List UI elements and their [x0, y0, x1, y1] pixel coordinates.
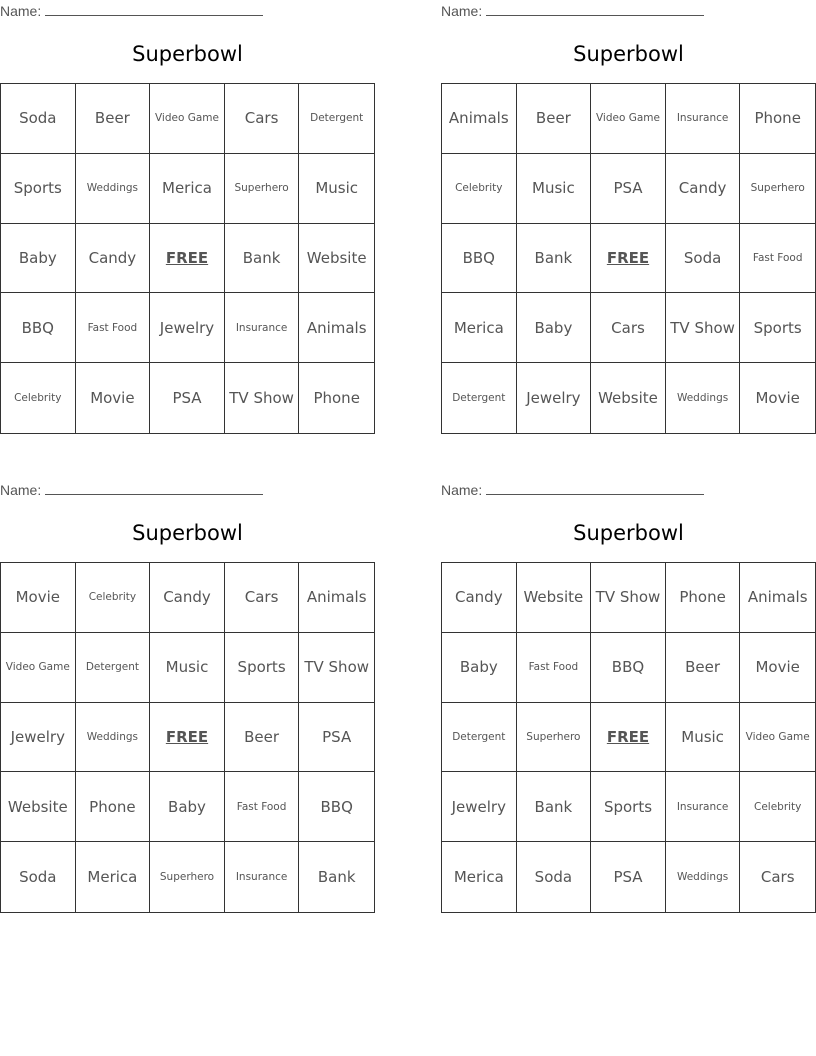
bingo-cell[interactable]: Bank	[517, 224, 592, 294]
bingo-cell[interactable]: Music	[666, 703, 741, 773]
bingo-cell[interactable]: Website	[517, 563, 592, 633]
bingo-cell[interactable]: Insurance	[225, 293, 300, 363]
bingo-cell[interactable]: Animals	[299, 293, 374, 363]
bingo-cell[interactable]: Bank	[317, 868, 356, 887]
bingo-cell[interactable]: Jewelry	[442, 772, 517, 842]
bingo-cell[interactable]: Weddings	[666, 363, 741, 433]
bingo-cell[interactable]: BBQ	[591, 633, 666, 703]
bingo-cell[interactable]: Video Game	[591, 84, 666, 154]
bingo-card-1	[0, 0, 375, 435]
bingo-cell[interactable]: Cars	[225, 84, 300, 154]
card-title: Superbowl	[132, 42, 243, 66]
name-label: Name:	[0, 3, 42, 19]
bingo-cell[interactable]: Detergent	[442, 363, 517, 433]
bingo-cell[interactable]: Soda	[1, 842, 76, 912]
bingo-cell[interactable]: Jewelry	[1, 703, 76, 773]
bingo-cell[interactable]: Soda	[517, 842, 592, 912]
bingo-cell[interactable]: Sports	[591, 772, 666, 842]
bingo-cell[interactable]: TV Show	[299, 633, 374, 703]
bingo-cell[interactable]: Weddings	[666, 842, 741, 912]
bingo-cell[interactable]: Merica	[442, 293, 517, 363]
bingo-cell[interactable]: Beer	[517, 84, 592, 154]
bingo-cell[interactable]: Movie	[1, 563, 76, 633]
name-blank-line[interactable]	[45, 2, 263, 16]
bingo-cell[interactable]: Celebrity	[442, 154, 517, 224]
bingo-card-3	[0, 479, 375, 914]
bingo-grid	[0, 83, 375, 434]
bingo-card-2	[441, 0, 816, 435]
name-blank-line[interactable]	[45, 481, 263, 495]
name-field	[441, 2, 704, 19]
bingo-cell[interactable]: Phone	[76, 772, 151, 842]
bingo-cell[interactable]: Beer	[76, 84, 151, 154]
bingo-cell[interactable]: Merica	[442, 842, 517, 912]
bingo-cell[interactable]: Candy	[666, 154, 741, 224]
bingo-cell[interactable]: Superhero	[740, 154, 815, 224]
bingo-cell[interactable]: Video Game	[150, 84, 225, 154]
bingo-cell[interactable]: Insurance	[225, 842, 300, 912]
bingo-cell[interactable]: Phone	[313, 389, 360, 408]
bingo-cell[interactable]: Video Game	[740, 703, 815, 773]
bingo-cell[interactable]: TV Show	[666, 293, 741, 363]
bingo-cell[interactable]: Fast Food	[76, 293, 151, 363]
bingo-cell[interactable]: Merica	[76, 842, 151, 912]
name-field	[0, 481, 263, 498]
name-blank-line[interactable]	[486, 2, 704, 16]
bingo-cell[interactable]: Celebrity	[740, 772, 815, 842]
bingo-cell[interactable]: BBQ	[1, 293, 76, 363]
bingo-cell[interactable]: Detergent	[442, 703, 517, 773]
bingo-cell[interactable]: Weddings	[76, 154, 151, 224]
bingo-cell[interactable]: Soda	[1, 84, 76, 154]
bingo-cell[interactable]: Celebrity	[1, 363, 76, 433]
bingo-cell[interactable]: PSA	[150, 363, 225, 433]
bingo-cell[interactable]: Detergent	[299, 84, 374, 154]
name-blank-line[interactable]	[486, 481, 704, 495]
bingo-cell[interactable]: Cars	[225, 563, 300, 633]
bingo-cell[interactable]: Music	[299, 154, 374, 224]
bingo-cell[interactable]: Merica	[150, 154, 225, 224]
bingo-grid	[441, 562, 816, 913]
bingo-cell[interactable]: Superhero	[517, 703, 592, 773]
bingo-cell[interactable]: Cars	[760, 868, 795, 887]
name-label: Name:	[441, 482, 483, 498]
name-label: Name:	[441, 3, 483, 19]
bingo-cell[interactable]: Fast Food	[740, 224, 815, 294]
bingo-cell[interactable]: Animals	[442, 84, 517, 154]
free-space-cell[interactable]: FREE	[150, 224, 225, 294]
bingo-cell[interactable]: Superhero	[150, 842, 225, 912]
bingo-cell[interactable]: Music	[517, 154, 592, 224]
bingo-cell[interactable]: Insurance	[666, 772, 741, 842]
bingo-cell[interactable]: Bank	[517, 772, 592, 842]
bingo-cell[interactable]: Sports	[1, 154, 76, 224]
bingo-cell[interactable]: TV Show	[591, 563, 666, 633]
bingo-cell[interactable]: TV Show	[225, 363, 300, 433]
card-title: Superbowl	[573, 42, 684, 66]
bingo-cell[interactable]: Weddings	[76, 703, 151, 773]
bingo-cell[interactable]: Beer	[666, 633, 741, 703]
bingo-cell[interactable]: Celebrity	[76, 563, 151, 633]
free-space-cell[interactable]: FREE	[150, 703, 225, 773]
bingo-cell[interactable]: Phone	[666, 563, 741, 633]
bingo-cell[interactable]: Bank	[225, 224, 300, 294]
bingo-cell[interactable]: PSA	[591, 842, 666, 912]
bingo-cell[interactable]: Music	[150, 633, 225, 703]
bingo-cell[interactable]: Animals	[299, 563, 374, 633]
bingo-cell[interactable]: Movie	[755, 389, 800, 408]
bingo-cell[interactable]: Website	[1, 772, 76, 842]
card-title: Superbowl	[132, 521, 243, 545]
bingo-cell[interactable]: Baby	[150, 772, 225, 842]
bingo-cell[interactable]: Fast Food	[225, 772, 300, 842]
bingo-cell[interactable]: Detergent	[76, 633, 151, 703]
bingo-cell[interactable]: Video Game	[1, 633, 76, 703]
bingo-cell[interactable]: Baby	[517, 293, 592, 363]
bingo-cell[interactable]: Candy	[442, 563, 517, 633]
bingo-cell[interactable]: BBQ	[442, 224, 517, 294]
bingo-cell[interactable]: PSA	[299, 703, 374, 773]
bingo-cell[interactable]: BBQ	[299, 772, 374, 842]
bingo-cell[interactable]: Candy	[76, 224, 151, 294]
bingo-cell[interactable]: Phone	[740, 84, 815, 154]
bingo-cell[interactable]: Website	[299, 224, 374, 294]
bingo-cell[interactable]: Baby	[442, 633, 517, 703]
bingo-cell[interactable]: Jewelry	[517, 363, 592, 433]
bingo-cell[interactable]: Cars	[591, 293, 666, 363]
bingo-cell[interactable]: PSA	[591, 154, 666, 224]
bingo-cell[interactable]: Movie	[76, 363, 151, 433]
name-label: Name:	[0, 482, 42, 498]
bingo-cell[interactable]: Movie	[740, 633, 815, 703]
bingo-cell[interactable]: Soda	[666, 224, 741, 294]
bingo-cell[interactable]: Sports	[740, 293, 815, 363]
bingo-cell[interactable]: Animals	[740, 563, 815, 633]
bingo-card-4	[441, 479, 816, 914]
free-space-cell[interactable]: FREE	[591, 703, 666, 773]
bingo-cell[interactable]: Candy	[150, 563, 225, 633]
bingo-cell[interactable]: Website	[591, 363, 666, 433]
bingo-grid	[0, 562, 375, 913]
name-field	[441, 481, 704, 498]
name-field	[0, 2, 263, 19]
bingo-cell[interactable]: Sports	[225, 633, 300, 703]
bingo-cell[interactable]: Beer	[225, 703, 300, 773]
bingo-cell[interactable]: Baby	[1, 224, 76, 294]
bingo-cell[interactable]: Superhero	[225, 154, 300, 224]
bingo-grid	[441, 83, 816, 434]
free-space-cell[interactable]: FREE	[591, 224, 666, 294]
card-title: Superbowl	[573, 521, 684, 545]
bingo-cell[interactable]: Fast Food	[517, 633, 592, 703]
bingo-cell[interactable]: Insurance	[666, 84, 741, 154]
bingo-cell[interactable]: Jewelry	[150, 293, 225, 363]
